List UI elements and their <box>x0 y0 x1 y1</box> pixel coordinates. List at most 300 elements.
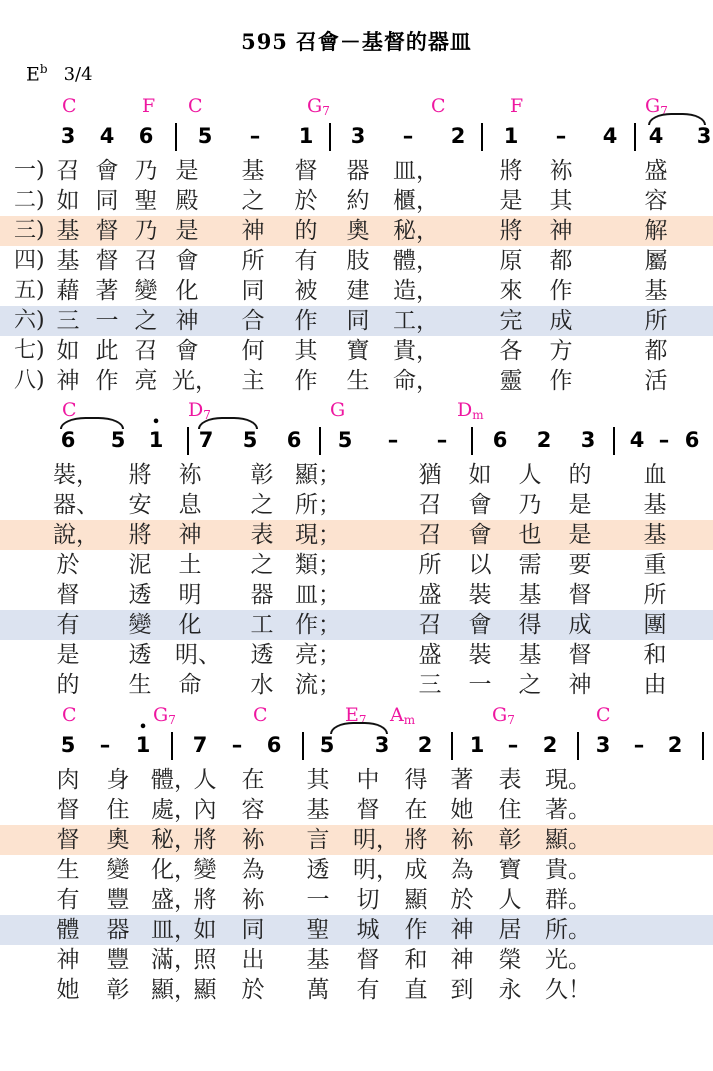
lyric-syllable: 言 <box>306 827 330 853</box>
lyrics-block <box>0 765 713 1005</box>
lyric-syllable: 作 <box>95 368 119 394</box>
lyric-syllable: 明、 <box>175 642 221 668</box>
note-number <box>59 122 77 150</box>
lyric-syllable: 合 <box>241 308 265 334</box>
lyric-syllable: 督 <box>56 797 80 823</box>
lyric-syllable: 著 <box>95 278 119 304</box>
lyric-syllable: 需 <box>518 552 542 578</box>
lyric-syllable: 基 <box>306 947 330 973</box>
lyric-syllable: 體， <box>151 767 197 793</box>
lyric-syllable: 奧 <box>106 827 130 853</box>
lyric-syllable: 類； <box>295 552 341 578</box>
lyric-syllable: 生 <box>128 672 152 698</box>
lyric-syllable: 住 <box>106 797 130 823</box>
lyric-syllable: 屬 <box>644 248 668 274</box>
music-system <box>0 400 713 700</box>
lyric-syllable: 有 <box>56 612 80 638</box>
lyric-syllable: 神 <box>56 368 80 394</box>
lyric-syllable: 是 <box>175 158 199 184</box>
note-number <box>628 426 646 454</box>
slur-arc <box>60 417 124 429</box>
lyric-syllable: 所 <box>644 308 668 334</box>
note-glyph: 6 <box>266 733 282 757</box>
lyric-syllable: 神 <box>450 947 474 973</box>
lyric-syllable: 身 <box>106 767 130 793</box>
note-glyph: 5 <box>60 733 76 757</box>
lyric-syllable: 容 <box>644 188 668 214</box>
note-number <box>416 731 434 759</box>
note-number <box>134 720 152 759</box>
note-sustain-dash <box>96 731 114 759</box>
note-glyph: 5 <box>319 733 335 757</box>
lyric-syllable: 方 <box>549 338 573 364</box>
note-glyph: 4 <box>602 124 618 148</box>
note-glyph: 2 <box>536 428 552 452</box>
note-glyph: 5 <box>110 428 126 452</box>
lyric-row <box>0 276 713 306</box>
lyric-row <box>0 156 713 186</box>
note-number <box>318 731 336 759</box>
chord-symbol: $G_7$ <box>307 95 330 118</box>
note-glyph: 6 <box>138 124 154 148</box>
octave-dot-high: • <box>151 415 161 430</box>
music-system <box>0 705 713 1005</box>
lyric-syllable: 督 <box>56 582 80 608</box>
lyric-syllable: 盛 <box>418 582 442 608</box>
barline <box>302 732 304 760</box>
lyric-syllable: 基 <box>306 797 330 823</box>
note-number <box>535 426 553 454</box>
chord-quality: 7 <box>507 713 515 727</box>
note-sustain-dash <box>433 426 451 454</box>
lyric-syllable: 作 <box>549 278 573 304</box>
note-sustain-dash <box>399 122 417 150</box>
lyric-syllable: 器 <box>346 158 370 184</box>
note-glyph: 1 <box>503 124 519 148</box>
barline <box>175 123 177 151</box>
lyric-syllable: 透 <box>128 642 152 668</box>
lyric-syllable: 生 <box>346 368 370 394</box>
lyric-syllable: 體 <box>56 917 80 943</box>
lyric-syllable: 之 <box>518 672 542 698</box>
note-sustain-dash <box>655 426 673 454</box>
lyric-syllable: 顯。 <box>545 827 591 853</box>
lyric-syllable: 作； <box>295 612 341 638</box>
lyric-syllable: 裝， <box>53 462 99 488</box>
note-glyph: 5 <box>337 428 353 452</box>
lyric-syllable: 永 <box>498 977 522 1003</box>
lyric-syllable: 豐 <box>106 947 130 973</box>
note-sustain-dash <box>228 731 246 759</box>
lyric-row <box>0 216 713 246</box>
note-glyph: – <box>633 733 645 757</box>
lyric-syllable: 督 <box>95 248 119 274</box>
notation-row <box>0 122 713 156</box>
lyric-syllable: 器 <box>106 917 130 943</box>
lyric-syllable: 來 <box>499 278 523 304</box>
lyric-syllable: 之 <box>250 492 274 518</box>
lyric-syllable: 土 <box>178 552 202 578</box>
chord-quality: 7 <box>358 713 367 727</box>
lyric-syllable: 約 <box>346 188 370 214</box>
chord-symbol: C <box>253 704 268 726</box>
lyric-syllable: 作 <box>294 368 318 394</box>
lyric-syllable: 基 <box>518 642 542 668</box>
note-glyph: 3 <box>374 733 390 757</box>
lyric-syllable: 變 <box>193 857 217 883</box>
lyric-syllable: 以 <box>468 552 492 578</box>
lyric-syllable: 化， <box>151 857 197 883</box>
lyric-syllable: 是 <box>175 218 199 244</box>
lyrics-block <box>0 460 713 700</box>
lyric-syllable: 現； <box>295 522 341 548</box>
lyric-syllable: 作 <box>294 308 318 334</box>
lyric-syllable: 神 <box>549 218 573 244</box>
lyric-syllable: 和 <box>404 947 428 973</box>
lyric-syllable: 基 <box>56 218 80 244</box>
lyric-syllable: 將 <box>128 462 152 488</box>
lyric-syllable: 同 <box>95 188 119 214</box>
barline <box>329 123 331 151</box>
lyric-syllable: 活 <box>644 368 668 394</box>
lyric-syllable: 命 <box>178 672 202 698</box>
note-number <box>109 426 127 454</box>
lyric-syllable: 何 <box>241 338 265 364</box>
lyric-row <box>0 885 713 915</box>
verse-number: 四) <box>14 248 45 273</box>
lyric-row <box>0 610 713 640</box>
lyric-syllable: 體， <box>393 248 439 274</box>
chord-quality: 7 <box>322 104 330 118</box>
chord-symbol: C <box>62 704 77 726</box>
lyric-syllable: 解 <box>644 218 668 244</box>
lyric-syllable: 彰 <box>250 462 274 488</box>
chord-symbol: G <box>330 399 346 421</box>
lyric-syllable: 光， <box>172 368 218 394</box>
note-number <box>147 415 165 454</box>
lyric-syllable: 各 <box>499 338 523 364</box>
lyric-syllable: 明 <box>178 582 202 608</box>
note-sustain-dash <box>384 426 402 454</box>
lyric-syllable: 彰 <box>498 827 522 853</box>
lyric-syllable: 袮 <box>178 462 202 488</box>
lyric-syllable: 泥 <box>128 552 152 578</box>
chord-symbol: C <box>62 95 77 117</box>
lyric-syllable: 在 <box>404 797 428 823</box>
lyric-syllable: 為 <box>450 857 474 883</box>
lyric-syllable: 督 <box>56 827 80 853</box>
lyric-syllable: 猶 <box>418 462 442 488</box>
lyric-syllable: 其 <box>306 767 330 793</box>
verse-number: 六) <box>14 308 45 333</box>
verse-number: 三) <box>14 218 45 243</box>
lyric-syllable: 神 <box>568 672 592 698</box>
lyric-syllable: 內 <box>193 797 217 823</box>
note-glyph: 1 <box>298 124 314 148</box>
chord-symbol: $A_m$ <box>390 704 416 727</box>
chord-quality: m <box>403 713 416 727</box>
note-glyph: 3 <box>580 428 596 452</box>
chord-symbol: C <box>431 95 446 117</box>
lyric-row <box>0 550 713 580</box>
chord-symbol: $G_7$ <box>645 95 668 118</box>
lyric-syllable: 如 <box>56 338 80 364</box>
lyric-syllable: 基 <box>518 582 542 608</box>
note-glyph: – <box>99 733 111 757</box>
lyric-syllable: 袮 <box>549 158 573 184</box>
lyric-syllable: 人 <box>518 462 542 488</box>
lyric-row <box>0 640 713 670</box>
lyric-syllable: 照 <box>193 947 217 973</box>
lyric-syllable: 召 <box>134 248 158 274</box>
lyric-syllable: 有 <box>56 887 80 913</box>
notation-row <box>0 720 713 765</box>
slur-arc <box>198 417 258 429</box>
lyric-row <box>0 520 713 550</box>
lyric-syllable: 乃 <box>134 158 158 184</box>
note-number <box>59 731 77 759</box>
lyric-syllable: 她 <box>450 797 474 823</box>
lyric-syllable: 盛 <box>418 642 442 668</box>
lyric-syllable: 秘， <box>393 218 439 244</box>
note-number <box>265 731 283 759</box>
key-accidental: b <box>39 62 48 76</box>
lyric-syllable: 工 <box>250 612 274 638</box>
lyric-syllable: 所 <box>241 248 265 274</box>
verse-number: 二) <box>14 188 45 213</box>
lyric-syllable: 會 <box>468 492 492 518</box>
lyric-syllable: 她 <box>56 977 80 1003</box>
note-number <box>137 122 155 150</box>
lyric-syllable: 亮 <box>134 368 158 394</box>
slur-arc <box>330 722 388 734</box>
lyric-row <box>0 855 713 885</box>
lyric-syllable: 皿； <box>295 582 341 608</box>
lyric-syllable: 聖 <box>134 188 158 214</box>
lyric-syllable: 寶 <box>346 338 370 364</box>
note-number <box>349 122 367 150</box>
lyric-syllable: 血 <box>643 462 667 488</box>
lyric-syllable: 器 <box>250 582 274 608</box>
lyric-syllable: 完 <box>499 308 523 334</box>
note-glyph: 4 <box>648 124 664 148</box>
lyric-row <box>0 246 713 276</box>
lyric-syllable: 召 <box>134 338 158 364</box>
lyric-syllable: 出 <box>241 947 265 973</box>
note-number <box>285 426 303 454</box>
lyric-syllable: 同 <box>241 278 265 304</box>
lyric-syllable: 同 <box>241 917 265 943</box>
lyric-row <box>0 186 713 216</box>
note-number <box>59 426 77 454</box>
note-glyph: – <box>249 124 261 148</box>
lyric-syllable: 盛 <box>644 158 668 184</box>
lyric-row <box>0 945 713 975</box>
lyric-syllable: 明， <box>353 827 399 853</box>
lyric-syllable: 人 <box>193 767 217 793</box>
lyric-syllable: 由 <box>643 672 667 698</box>
lyric-syllable: 造， <box>393 278 439 304</box>
lyric-syllable: 滿， <box>151 947 197 973</box>
note-number <box>579 426 597 454</box>
barline <box>451 732 453 760</box>
lyric-syllable: 貴， <box>393 338 439 364</box>
lyric-syllable: 被 <box>294 278 318 304</box>
lyric-syllable: 基 <box>56 248 80 274</box>
lyric-syllable: 直 <box>404 977 428 1003</box>
lyric-syllable: 榮 <box>498 947 522 973</box>
octave-dot-high: • <box>138 720 148 735</box>
lyric-syllable: 變 <box>134 278 158 304</box>
lyric-syllable: 的 <box>56 672 80 698</box>
note-glyph: 5 <box>197 124 213 148</box>
lyric-syllable: 透 <box>306 857 330 883</box>
note-number <box>491 426 509 454</box>
lyric-row <box>0 306 713 336</box>
lyric-syllable: 督 <box>568 582 592 608</box>
lyric-syllable: 同 <box>346 308 370 334</box>
lyric-syllable: 聖 <box>306 917 330 943</box>
lyric-syllable: 流； <box>295 672 341 698</box>
lyric-syllable: 得 <box>404 767 428 793</box>
lyric-syllable: 召 <box>418 522 442 548</box>
lyric-syllable: 顯； <box>295 462 341 488</box>
lyric-syllable: 將 <box>499 158 523 184</box>
note-sustain-dash <box>246 122 264 150</box>
lyric-syllable: 亮； <box>295 642 341 668</box>
lyric-syllable: 居 <box>498 917 522 943</box>
lyric-syllable: 豐 <box>106 887 130 913</box>
lyric-syllable: 說， <box>53 522 99 548</box>
lyric-syllable: 奧 <box>346 218 370 244</box>
lyric-syllable: 將 <box>193 827 217 853</box>
lyric-syllable: 召 <box>56 158 80 184</box>
lyric-syllable: 表 <box>498 767 522 793</box>
lyrics-block <box>0 156 713 396</box>
lyric-syllable: 神 <box>450 917 474 943</box>
lyric-syllable: 的 <box>294 218 318 244</box>
verse-number: 八) <box>14 368 45 393</box>
note-number <box>468 731 486 759</box>
chord-symbol: $E_7$ <box>345 704 367 727</box>
lyric-syllable: 萬 <box>306 977 330 1003</box>
chord-symbol: F <box>510 95 524 117</box>
lyric-syllable: 作 <box>549 368 573 394</box>
note-glyph: 6 <box>60 428 76 452</box>
lyric-syllable: 的 <box>568 462 592 488</box>
lyric-syllable: 之 <box>241 188 265 214</box>
lyric-syllable: 神 <box>178 522 202 548</box>
note-glyph: 3 <box>60 124 76 148</box>
verse-number: 一) <box>14 158 45 183</box>
chord-quality: 7 <box>660 104 668 118</box>
lyric-syllable: 此 <box>95 338 119 364</box>
lyric-syllable: 裝 <box>468 642 492 668</box>
note-glyph: 5 <box>242 428 258 452</box>
lyric-syllable: 人 <box>498 887 522 913</box>
note-number <box>373 731 391 759</box>
lyric-syllable: 都 <box>549 248 573 274</box>
lyric-syllable: 變 <box>128 612 152 638</box>
lyric-syllable: 著 <box>450 767 474 793</box>
lyric-syllable: 得 <box>518 612 542 638</box>
lyric-syllable: 寶 <box>498 857 522 883</box>
note-sustain-dash <box>630 731 648 759</box>
lyric-syllable: 神 <box>56 947 80 973</box>
lyric-syllable: 有 <box>356 977 380 1003</box>
lyric-syllable: 會 <box>95 158 119 184</box>
lyric-syllable: 息 <box>178 492 202 518</box>
lyric-syllable: 顯 <box>193 977 217 1003</box>
lyric-syllable: 顯， <box>151 977 197 1003</box>
chord-symbol: C <box>596 704 611 726</box>
chord-symbol: $D_m$ <box>457 399 484 422</box>
time-signature: 3/4 <box>63 64 93 86</box>
lyric-syllable: 如 <box>193 917 217 943</box>
lyric-syllable: 督 <box>95 218 119 244</box>
lyric-syllable: 神 <box>175 308 199 334</box>
lyric-syllable: 皿， <box>151 917 197 943</box>
lyric-row <box>0 580 713 610</box>
lyric-syllable: 肢 <box>346 248 370 274</box>
lyric-syllable: 顯 <box>404 887 428 913</box>
lyric-syllable: 生 <box>56 857 80 883</box>
barline <box>187 427 189 455</box>
lyric-syllable: 明， <box>353 857 399 883</box>
lyric-syllable: 透 <box>128 582 152 608</box>
lyric-syllable: 裝 <box>468 582 492 608</box>
lyric-syllable: 盛， <box>151 887 197 913</box>
note-number <box>336 426 354 454</box>
slur-arc <box>648 113 706 125</box>
note-number <box>683 426 701 454</box>
lyric-syllable: 櫃， <box>393 188 439 214</box>
lyric-syllable: 肉 <box>56 767 80 793</box>
note-glyph: 6 <box>286 428 302 452</box>
lyric-syllable: 是 <box>568 522 592 548</box>
music-system <box>0 96 713 396</box>
barline <box>634 123 636 151</box>
barline <box>481 123 483 151</box>
note-glyph: 2 <box>542 733 558 757</box>
lyric-syllable: 召 <box>418 612 442 638</box>
lyric-syllable: 三 <box>56 308 80 334</box>
lyric-syllable: 神 <box>241 218 265 244</box>
notation-row <box>0 415 713 460</box>
lyric-row <box>0 490 713 520</box>
note-glyph: 3 <box>696 124 712 148</box>
lyric-syllable: 於 <box>450 887 474 913</box>
lyric-syllable: 透 <box>250 642 274 668</box>
chord-row <box>0 96 713 122</box>
lyric-syllable: 光。 <box>545 947 591 973</box>
barline <box>171 732 173 760</box>
lyric-syllable: 是 <box>568 492 592 518</box>
lyric-syllable: 會 <box>175 338 199 364</box>
note-sustain-dash <box>504 731 522 759</box>
lyric-syllable: 城 <box>356 917 380 943</box>
lyric-syllable: 基 <box>643 492 667 518</box>
note-number <box>666 731 684 759</box>
note-glyph: – <box>231 733 243 757</box>
lyric-syllable: 將 <box>193 887 217 913</box>
chord-symbol: $G_7$ <box>153 704 176 727</box>
lyric-row <box>0 795 713 825</box>
lyric-syllable: 群。 <box>545 887 591 913</box>
barline <box>319 427 321 455</box>
lyric-row <box>0 975 713 1005</box>
lyric-syllable: 和 <box>643 642 667 668</box>
